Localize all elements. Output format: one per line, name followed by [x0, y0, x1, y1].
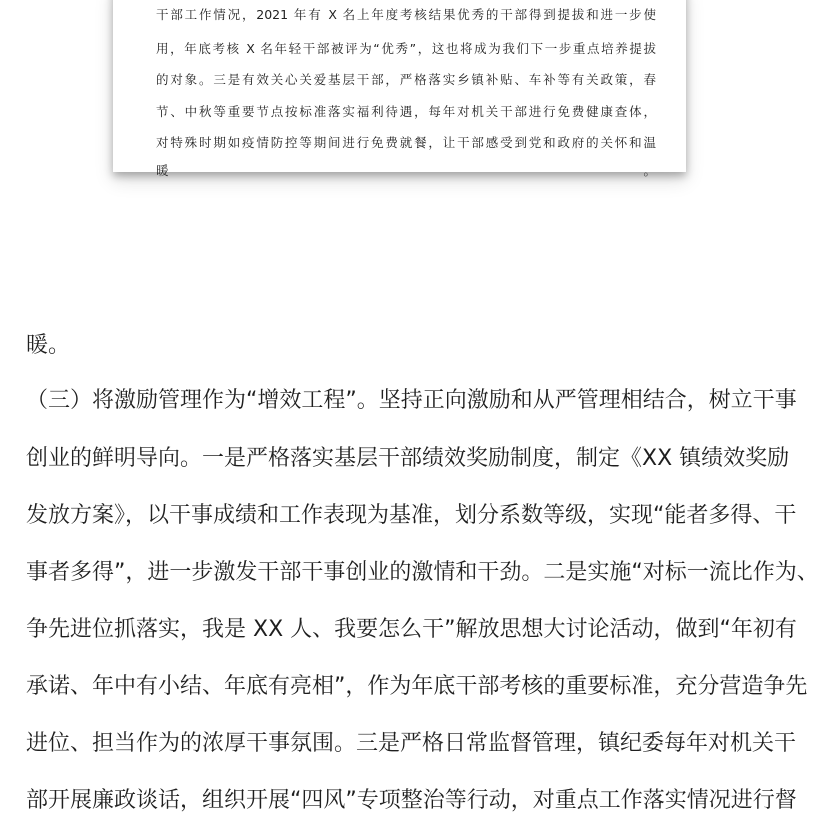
body-text-line: 创业的鲜明导向。一是严格落实基层干部绩效奖励制度，制定《XX 镇绩效奖励: [26, 446, 790, 471]
body-text-line: 争先进位抓落实，我是 XX 人、我要怎么干”解放思想大讨论活动，做到“年初有: [26, 617, 797, 642]
body-text-line: 暖。: [26, 333, 71, 358]
body-text-line: 承诺、年中有小结、年底有亮相”，作为年底干部考核的重要标准，充分营造争先: [26, 674, 808, 699]
preview-text-line: 的对象。三是有效关心关爱基层干部，严格落实乡镇补贴、车补等有关政策，春: [156, 72, 656, 87]
preview-text-line: 对特殊时期如疫情防控等期间进行免费就餐，让干部感受到党和政府的关怀和温: [156, 135, 656, 150]
body-text-line: 部开展廉政谈话，组织开展“四风”专项整治等行动，对重点工作落实情况进行督: [26, 788, 797, 813]
preview-text-line: 节、中秋等重要节点按标准落实福利待遇，每年对机关干部进行免费健康查体，: [156, 104, 656, 119]
body-text-line: 进位、担当作为的浓厚干事氛围。三是严格日常监督管理，镇纪委每年对机关干: [26, 731, 797, 756]
body-text-line: 事者多得”，进一步激发干部干事创业的激情和干劲。二是实施“对标一流比作为、: [26, 560, 819, 585]
body-text-line: 发放方案》，以干事成绩和工作表现为基准，划分系数等级，实现“能者多得、干: [26, 503, 797, 528]
preview-text-line: 用，年底考核 X 名年轻干部被评为“优秀”，这也将成为我们下一步重点培养提拔: [156, 41, 656, 56]
section-heading-line: （三）将激励管理作为“增效工程”。坚持正向激励和从严管理相结合，树立干事: [26, 388, 797, 413]
preview-text-line: 干部工作情况，2021 年有 X 名上年度考核结果优秀的干部得到提拔和进一步使: [156, 7, 656, 22]
document-preview-card: [113, 0, 686, 178]
preview-text-line: 暖。: [156, 163, 656, 178]
